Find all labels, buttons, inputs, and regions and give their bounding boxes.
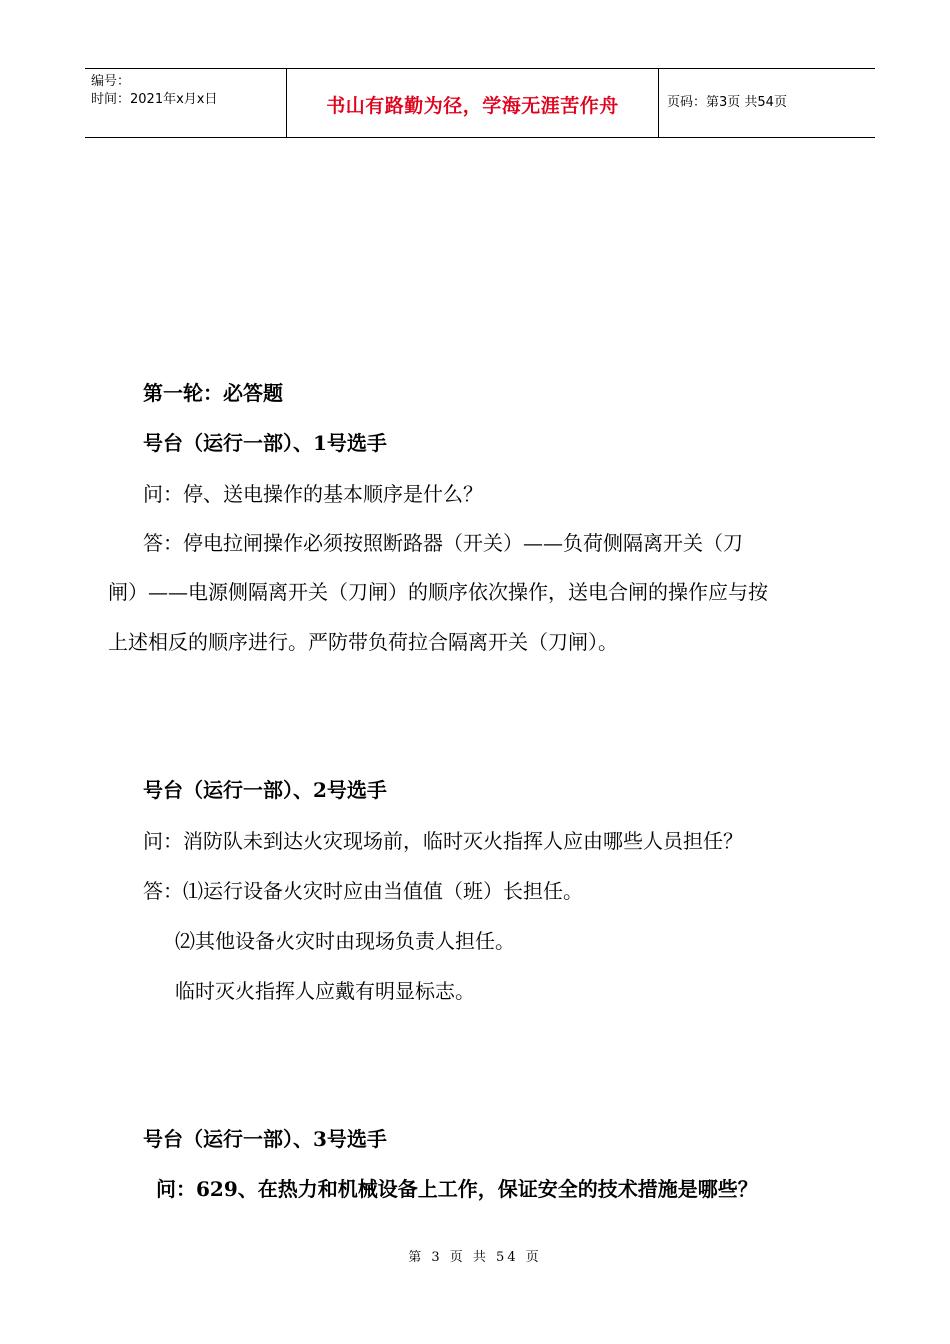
q2-question: 问：消防队未到达火灾现场前，临时灭火指挥人应由哪些人员担任？ (143, 829, 743, 853)
q2-answer-line-2: ⑵其他设备火灾时由现场负责人担任。 (175, 929, 515, 953)
section-title: 第一轮：必答题 (143, 381, 283, 405)
q1-answer-line-1: 答：停电拉闸操作必须按照断路器（开关）——负荷侧隔离开关（刀 (143, 531, 743, 555)
header-page-cell (659, 69, 875, 137)
date-label: 时间：2021年x月x日 (91, 92, 218, 107)
q2-player: 号台（运行一部）、2号选手 (143, 778, 387, 802)
q2-answer-line-1: 答：⑴运行设备火灾时应由当值值（班）长担任。 (143, 879, 583, 903)
serial-number-label: 编号： (91, 74, 131, 89)
q3-player: 号台（运行一部）、3号选手 (143, 1127, 387, 1151)
q1-answer-line-3: 上述相反的顺序进行。严防带负荷拉合隔离开关（刀闸）。 (108, 630, 618, 654)
header-motto-cell (287, 69, 659, 137)
page-info: 页码：第3页 共54页 (667, 95, 787, 110)
page-footer: 第 3 页 共 54 页 (408, 1250, 542, 1265)
q1-answer-line-2: 闸）——电源侧隔离开关（刀闸）的顺序依次操作，送电合闸的操作应与按 (108, 580, 768, 604)
motto-text: 书山有路勤为径，学海无涯苦作舟 (326, 95, 619, 117)
document-header (85, 68, 875, 138)
q1-question: 问：停、送电操作的基本顺序是什么？ (143, 482, 483, 506)
q1-player: 号台（运行一部）、1号选手 (143, 431, 387, 455)
q3-question: 问：629、在热力和机械设备上工作，保证安全的技术措施是哪些？ (156, 1177, 758, 1201)
q2-answer-line-3: 临时灭火指挥人应戴有明显标志。 (175, 979, 475, 1003)
header-meta-cell (85, 69, 287, 137)
